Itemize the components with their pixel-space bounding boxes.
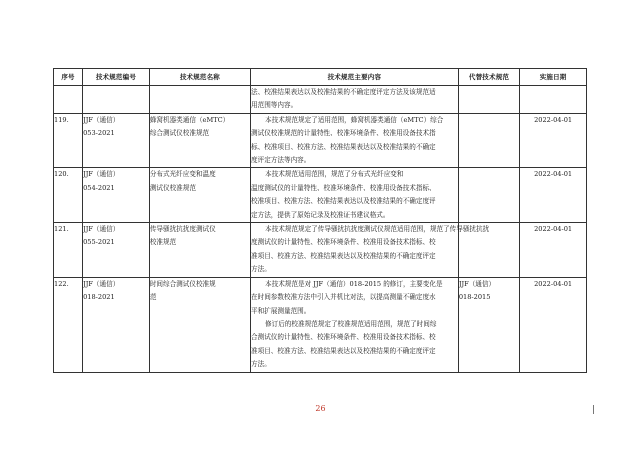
spec-name-line: 时间综合测试仪校准规 (149, 279, 216, 288)
replaced-spec (458, 277, 519, 372)
replaced-spec-line: 018-2015 (458, 293, 491, 302)
content-paragraph (251, 168, 458, 222)
header-replace: 代替技术规范 (458, 69, 519, 86)
content-line: 本技术规范规定了传导骚扰抗扰度测试仪规范适用范围，规范了传导骚扰抗扰 (265, 225, 490, 234)
spec-content (251, 223, 490, 278)
header-no: 序号 (54, 69, 83, 86)
header-code: 技术规范编号 (83, 69, 150, 86)
spec-name-line: 分布式光纤应变和温度 (149, 170, 216, 179)
spec-content (251, 168, 459, 223)
spec-name-line: 传导骚扰抗扰度测试仪 (149, 225, 216, 234)
content-line: 合测试仪的计量特性、校准环境条件、校准用设备技术指标、校 (251, 333, 436, 342)
row-number: 120. (54, 168, 83, 223)
spec-content (251, 277, 459, 372)
content-line: 定方法，提供了原始记录及校准证书建议格式。 (251, 210, 390, 219)
content-line: 标、校准项目、校准方法、校准结果表达以及校准结果的不确定 (251, 142, 436, 151)
continuation-line: 用范围等内容。 (251, 101, 298, 110)
spec-code-line: 055-2021 (83, 238, 115, 247)
content-line: 平和扩展测量范围。 (251, 306, 311, 315)
row-number: 122. (54, 277, 83, 372)
content-paragraph (251, 278, 458, 318)
implementation-date: 2022-04-01 (520, 223, 587, 278)
header-row (54, 69, 587, 86)
spec-code (83, 168, 150, 223)
spec-table (53, 68, 587, 373)
spec-name-line: 范 (149, 293, 157, 302)
implementation-date: 2022-04-01 (520, 113, 587, 168)
table-row (54, 277, 587, 372)
table-row (54, 168, 587, 223)
row-number: 119. (54, 113, 83, 168)
spec-name (149, 223, 250, 278)
content-paragraph (251, 114, 458, 168)
content-line: 度测试仪的计量特性、校准环境条件、校准用设备技术指标、校 (251, 238, 436, 247)
spec-code-line: JJF（通信） (83, 225, 120, 234)
content-line: 准项目、校准方法、校准结果表达以及校准结果的不确定度评定 (251, 251, 436, 260)
margin-mark (593, 405, 594, 414)
spec-code (83, 223, 150, 278)
spec-name-line: 综合测试仪校准规范 (149, 129, 210, 138)
content-paragraph (251, 318, 458, 372)
replaced-spec (458, 113, 519, 168)
spec-code-line: 053-2021 (83, 129, 115, 138)
content-line: 校准项目、校准方法、校准结果表达以及校准结果的不确定度评 (251, 197, 436, 206)
page-number: 26 (315, 404, 326, 413)
table-body (54, 86, 587, 373)
table-row (54, 223, 587, 278)
content-line: 温度测试仪的计量特性、校准环境条件、校准用设备技术指标、 (251, 183, 436, 192)
content-line: 本技术规范适用范围，规范了分布式光纤应变和 (265, 170, 404, 179)
content-line: 修订后的校准规范规定了校准规范适用范围，规范了时间综 (265, 319, 437, 328)
content-line: 在时间参数校准方法中引入并机比对法，以提高测量不确定度水 (251, 293, 436, 302)
header-content: 技术规范主要内容 (251, 69, 459, 86)
spec-code-line: JJF（通信） (83, 279, 120, 288)
spec-name-line: 测试仪校准规范 (149, 183, 196, 192)
spec-content (251, 113, 459, 168)
spec-name (149, 113, 250, 168)
content-line: 测试仪校准规范的计量特性、校准环境条件、校准用设备技术指 (251, 129, 436, 138)
content-line: 方法。 (251, 265, 271, 274)
table-row (54, 113, 587, 168)
replaced-spec-line: JJF（通信） (458, 279, 496, 288)
continuation-row (54, 86, 587, 114)
spec-name (149, 277, 250, 372)
continuation-content (251, 86, 459, 114)
continuation-line: 法、校准结果表达以及校准结果的不确定度评定方法及该规范适 (251, 88, 436, 96)
implementation-date: 2022-04-01 (520, 168, 587, 223)
implementation-date: 2022-04-01 (520, 277, 587, 372)
content-line: 方法。 (251, 360, 271, 369)
spec-code (83, 277, 150, 372)
spec-code-line: 054-2021 (83, 183, 115, 192)
content-paragraph (251, 223, 490, 277)
row-number: 121. (54, 223, 83, 278)
spec-name-line: 校准规范 (149, 238, 177, 247)
content-line: 本技术规范规定了适用范围，蜂窝机器类通信（eMTC）综合 (265, 115, 444, 124)
content-line: 本技术规范是对 JJF（通信）018-2015 的修订，主要变化是 (265, 279, 443, 288)
spec-code (83, 113, 150, 168)
spec-code-line: 018-2021 (83, 293, 115, 302)
spec-code-line: JJF（通信） (83, 115, 120, 124)
content-line: 度评定方法等内容。 (251, 156, 311, 165)
header-name: 技术规范名称 (149, 69, 250, 86)
content-line: 准项目、校准方法、校准结果表达以及校准结果的不确定度评定 (251, 346, 436, 355)
spec-code-line: JJF（通信） (83, 170, 120, 179)
spec-name (149, 168, 250, 223)
header-date: 实施日期 (520, 69, 587, 86)
replaced-spec (458, 168, 519, 223)
spec-name-line: 蜂窝机器类通信（eMTC） (149, 115, 230, 124)
